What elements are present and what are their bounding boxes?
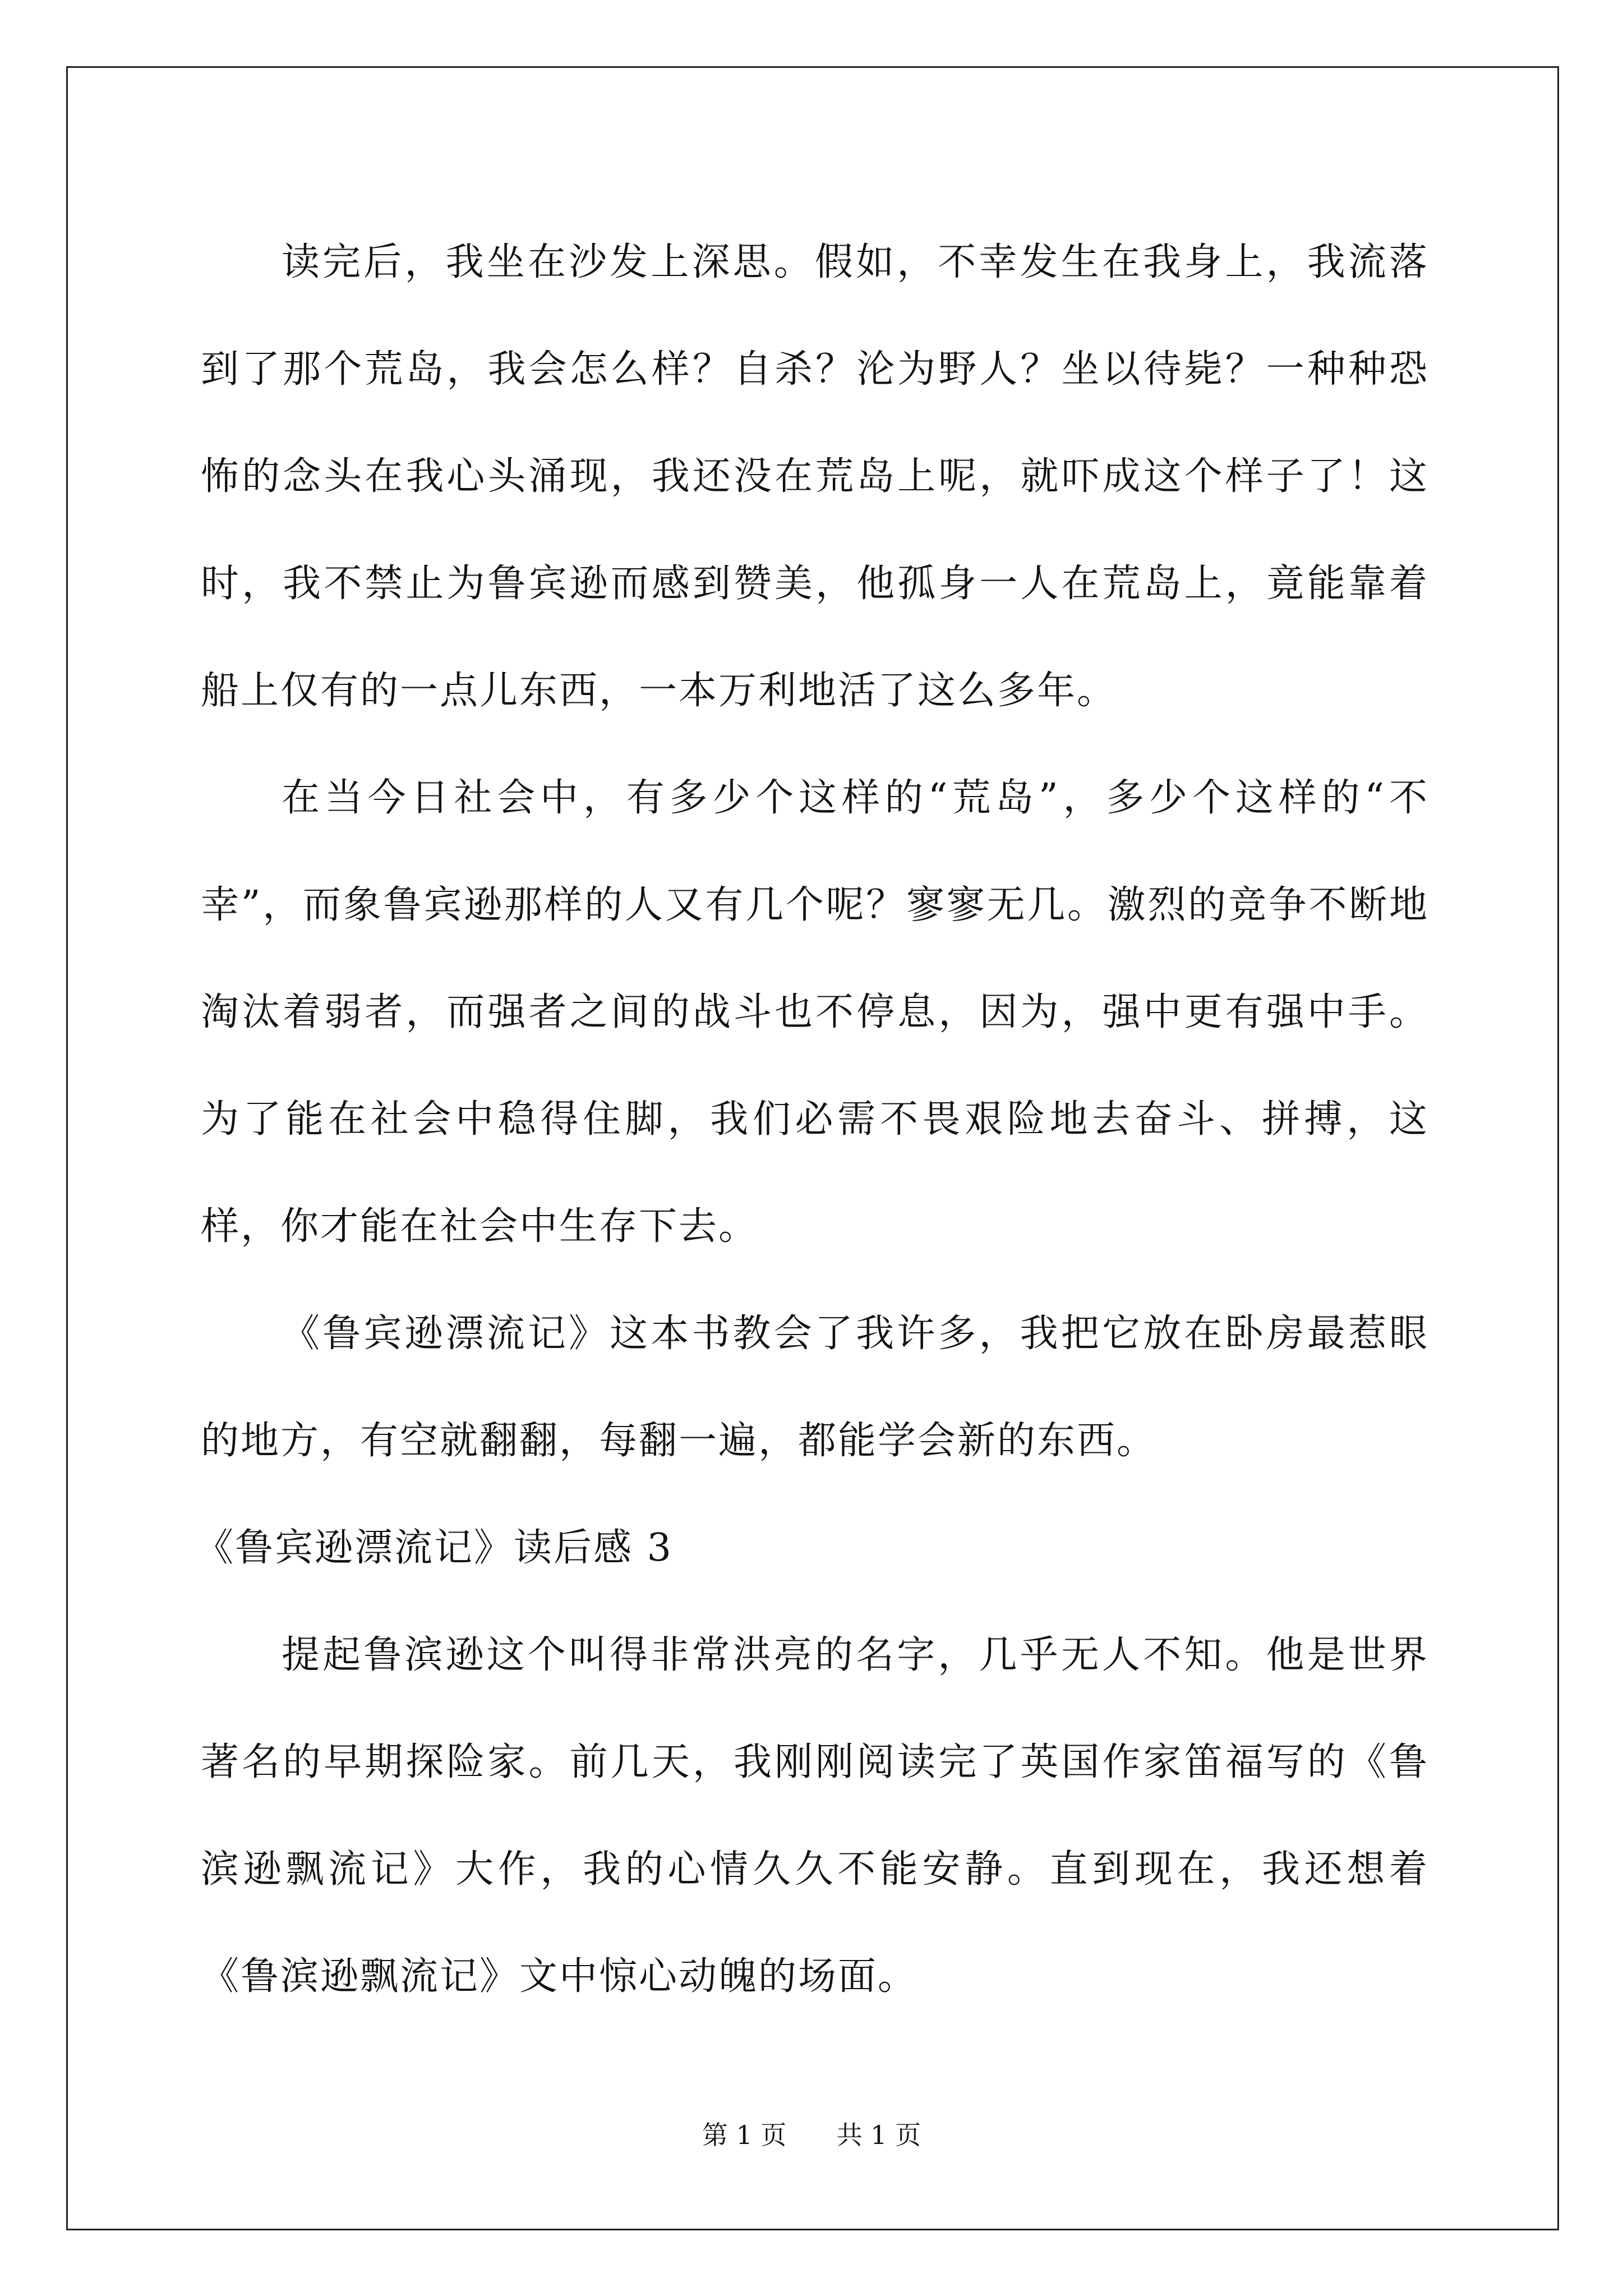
paragraph-4: 提起鲁滨逊这个叫得非常洪亮的名字，几乎无人不知。他是世界著名的早期探险家。前几天，我刚刚阅读完了英国作家笛福写的《鲁滨逊飘流记》大作，我的心情久久不能安静。直到现在，我还想着《鲁滨逊飘流记》文中惊心动魄的场面。: [201, 1633, 1429, 1999]
paragraph-3: 《鲁宾逊漂流记》这本书教会了我许多，我把它放在卧房最惹眼的地方，有空就翻翻，每翻一遍，都能学会新的东西。: [201, 1312, 1429, 1463]
page-total: 共 1 页: [836, 2120, 921, 2150]
page-number: 第 1 页: [702, 2120, 787, 2150]
page-footer: [0, 2115, 1623, 2152]
paragraph-1: 读完后，我坐在沙发上深思。假如，不幸发生在我身上，我流落到了那个荒岛，我会怎么样？自杀？沦为野人？坐以待毙？一种种恐怖的念头在我心头涌现，我还没在荒岛上呢，就吓成这个样子了！这时，我不禁止为鲁宾逊而感到赞美，他孤身一人在荒岛上，竟能靠着船上仅有的一点儿东西，一本万利地活了这么多年。: [201, 240, 1429, 713]
document-body: [195, 209, 1429, 2030]
section-heading: 《鲁宾逊漂流记》读后感 3: [195, 1526, 673, 1570]
paragraph-2: 在当今日社会中，有多少个这样的“荒岛”，多少个这样的“不幸”，而象鲁宾逊那样的人又有几个呢？寥寥无几。激烈的竞争不断地淘汰着弱者，而强者之间的战斗也不停息，因为，强中更有强中手。为了能在社会中稳得住脚，我们必需不畏艰险地去奋斗、拼搏，这样，你才能在社会中生存下去。: [201, 776, 1429, 1249]
